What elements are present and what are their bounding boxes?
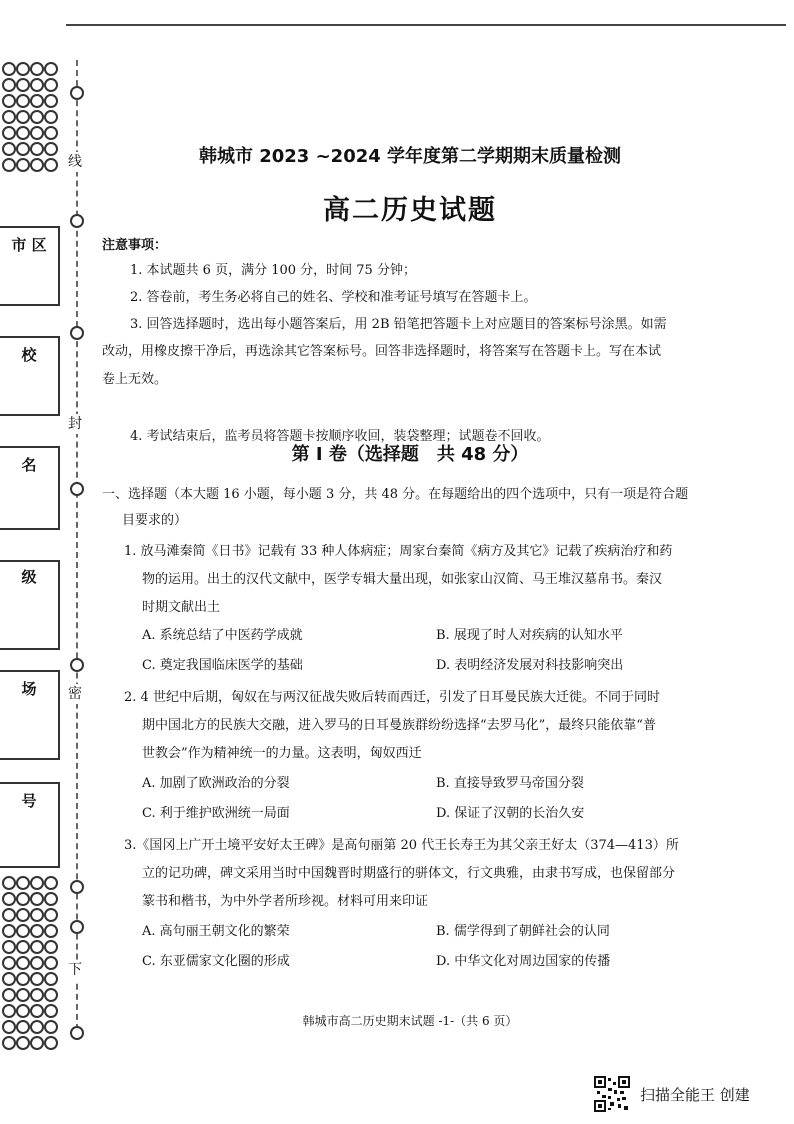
note-item: 4. 考试结束后，监考员将答题卡按顺序收回，装袋整理；试题卷不回收。 bbox=[130, 429, 550, 444]
notes-heading: 注意事项： bbox=[102, 238, 168, 253]
question-line: 期中国北方的民族大交融，进入罗马的日耳曼族群纷纷选择“去罗马化”，最终只能依靠“普 bbox=[142, 718, 656, 733]
option-b[interactable]: B. 展现了时人对疾病的认知水平 bbox=[436, 628, 623, 643]
field-label-class: 级 bbox=[21, 568, 37, 586]
section-instructions: 一、选择题（本大题 16 小题，每小题 3 分，共 48 分。在每题给出的四个选项中，只有一项是符合题 bbox=[102, 487, 689, 502]
option-d[interactable]: D. 保证了汉朝的长治久安 bbox=[436, 806, 585, 821]
note-item: 3. 回答选择题时，选出每小题答案后，用 2B 铅笔把答题卡上对应题目的答案标号涂黑。如需 bbox=[130, 317, 667, 332]
question-line: 2. 4 世纪中后期，匈奴在与两汉征战失败后转而西迁，引发了日耳曼民族大迁徙。不同于同时 bbox=[124, 690, 660, 705]
option-a[interactable]: A. 加剧了欧洲政治的分裂 bbox=[142, 776, 290, 791]
qr-code-icon bbox=[594, 1076, 630, 1112]
field-label-number: 号 bbox=[21, 792, 37, 810]
note-item: 2. 答卷前，考生务必将自己的姓名、学校和准考证号填写在答题卡上。 bbox=[130, 290, 537, 305]
question-line: 3.《国冈上广开土境平安好太王碑》是高句丽第 20 代王长寿王为其父亲王好太（374—413）所 bbox=[124, 838, 679, 853]
option-b[interactable]: B. 直接导致罗马帝国分裂 bbox=[436, 776, 584, 791]
option-c[interactable]: C. 奠定我国临床医学的基础 bbox=[142, 658, 303, 673]
option-a[interactable]: A. 高句丽王朝文化的繁荣 bbox=[142, 924, 290, 939]
question-line: 时期文献出土 bbox=[142, 600, 221, 615]
question-line: 立的记功碑，碑文采用当时中国魏晋时期盛行的骈体文，行文典雅，由隶书写成，也保留部分 bbox=[142, 866, 676, 881]
binding-circle bbox=[70, 658, 84, 672]
binding-word-feng: 封 bbox=[68, 416, 82, 432]
note-item-cont: 改动，用橡皮擦干净后，再选涂其它答案标号。回答非选择题时，将答案写在答题卡上。写在本试 bbox=[102, 344, 662, 359]
binding-word-xia: 下 bbox=[68, 962, 82, 978]
question-line: 篆书和楷书，为中外学者所珍视。材料可用来印证 bbox=[142, 894, 429, 909]
top-rule bbox=[66, 24, 786, 26]
option-b[interactable]: B. 儒学得到了朝鲜社会的认同 bbox=[436, 924, 610, 939]
binding-word-xian: 线 bbox=[68, 154, 82, 170]
note-item-cont: 卷上无效。 bbox=[102, 372, 168, 387]
exam-title: 高二历史试题 bbox=[323, 195, 497, 226]
binding-circle bbox=[70, 86, 84, 100]
question-line: 世教会”作为精神统一的力量。这表明，匈奴西迁 bbox=[142, 746, 422, 761]
binding-circle bbox=[70, 1026, 84, 1040]
binding-circle bbox=[70, 214, 84, 228]
binding-word-mi: 密 bbox=[68, 686, 82, 702]
field-label-school: 校 bbox=[21, 346, 37, 364]
section-instructions-cont: 目要求的） bbox=[122, 513, 188, 528]
punch-holes-top bbox=[2, 62, 58, 172]
question-line: 物的运用。出土的汉代文献中，医学专辑大量出现，如张家山汉简、马王堆汉墓帛书。秦汉 bbox=[142, 572, 663, 587]
option-a[interactable]: A. 系统总结了中医药学成就 bbox=[142, 628, 303, 643]
binding-circle bbox=[70, 880, 84, 894]
part-title: 第 Ⅰ 卷（选择题 共 48 分） bbox=[291, 444, 529, 465]
exam-subtitle: 韩城市 2023 ~2024 学年度第二学期期末质量检测 bbox=[198, 146, 622, 167]
option-c[interactable]: C. 东亚儒家文化圈的形成 bbox=[142, 954, 290, 969]
scanner-watermark: 扫描全能王 创建 bbox=[640, 1086, 750, 1104]
option-d[interactable]: D. 中华文化对周边国家的传播 bbox=[436, 954, 611, 969]
field-label-district: 市 区 bbox=[11, 236, 47, 254]
field-label-name: 名 bbox=[21, 456, 37, 474]
question-line: 1. 放马滩秦简《日书》记载有 33 种人体病症；周家台秦简《病方及其它》记载了疾病治疗和药 bbox=[124, 544, 673, 559]
binding-circle bbox=[70, 920, 84, 934]
page-footer: 韩城市高二历史期末试题 -1-（共 6 页） bbox=[302, 1014, 518, 1028]
binding-circle bbox=[70, 326, 84, 340]
option-c[interactable]: C. 利于维护欧洲统一局面 bbox=[142, 806, 290, 821]
punch-holes-bottom bbox=[2, 876, 58, 1050]
field-label-room: 场 bbox=[21, 680, 37, 698]
note-item: 1. 本试题共 6 页，满分 100 分，时间 75 分钟； bbox=[130, 263, 416, 278]
binding-circle bbox=[70, 482, 84, 496]
option-d[interactable]: D. 表明经济发展对科技影响突出 bbox=[436, 658, 624, 673]
